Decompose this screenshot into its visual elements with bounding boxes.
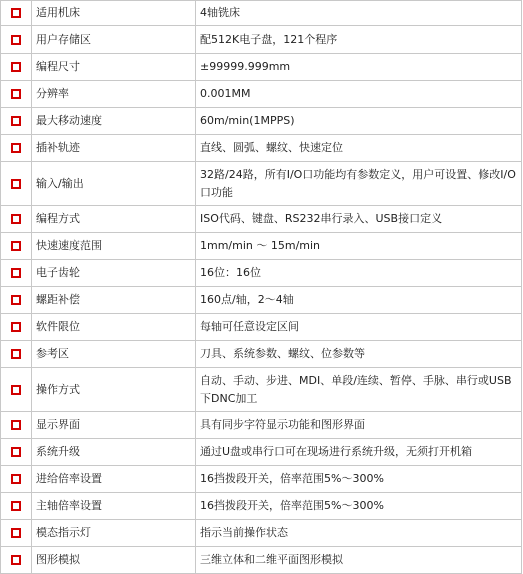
spec-value: 自动、手动、步进、MDI、单段/连续、暂停、手脉、串行或USB下DNC加工 [196,368,522,412]
table-row [1,439,522,466]
spec-label: 操作方式 [32,368,196,412]
bullet-square-icon [11,8,21,18]
spec-value: 32路/24路，所有I/O口功能均有参数定义，用户可设置、修改I/O口功能 [196,162,522,206]
spec-label: 进给倍率设置 [32,466,196,493]
table-row [1,412,522,439]
bullet-square-icon [11,143,21,153]
bullet-square-icon [11,179,21,189]
spec-value: 配512K电子盘，121个程序 [196,26,522,54]
bullet-square-icon [11,420,21,430]
table-row [1,493,522,520]
spec-value: 每轴可任意设定区间 [196,314,522,341]
bullet-square-icon [11,268,21,278]
spec-value: 指示当前操作状态 [196,520,522,547]
bullet-square-icon [11,555,21,565]
spec-value: ISO代码、键盘、RS232串行录入、USB接口定义 [196,206,522,233]
bullet-square-icon [11,241,21,251]
bullet-square-icon [11,474,21,484]
table-row [1,341,522,368]
table-row [1,54,522,81]
bullet-square-icon [11,35,21,45]
table-row [1,108,522,135]
table-row [1,520,522,547]
spec-value: 刀具、系统参数、螺纹、位参数等 [196,341,522,368]
spec-label: 显示界面 [32,412,196,439]
spec-value: 1mm/min ～ 15m/min [196,233,522,260]
bullet-square-icon [11,116,21,126]
spec-value: 三维立体和二维平面图形模拟 [196,547,522,574]
spec-table-body [1,1,522,574]
spec-label: 适用机床 [32,1,196,26]
spec-value: 16位：16位 [196,260,522,287]
table-row [1,260,522,287]
bullet-square-icon [11,322,21,332]
bullet-square-icon [11,349,21,359]
table-row [1,162,522,206]
spec-label: 插补轨迹 [32,135,196,162]
spec-label: 螺距补偿 [32,287,196,314]
spec-label: 图形模拟 [32,547,196,574]
table-row [1,135,522,162]
spec-label: 主轴倍率设置 [32,493,196,520]
bullet-square-icon [11,62,21,72]
table-row [1,287,522,314]
spec-label: 快速速度范围 [32,233,196,260]
spec-value: 160点/轴，2～4轴 [196,287,522,314]
spec-value: 4轴铣床 [196,1,522,26]
bullet-square-icon [11,528,21,538]
table-row [1,206,522,233]
table-row [1,1,522,26]
spec-label: 分辨率 [32,81,196,108]
bullet-square-icon [11,89,21,99]
spec-label: 系统升级 [32,439,196,466]
table-row [1,314,522,341]
spec-value: 具有同步字符显示功能和图形界面 [196,412,522,439]
spec-value: 16挡拨段开关，倍率范围5%～300% [196,493,522,520]
bullet-square-icon [11,295,21,305]
spec-label: 编程方式 [32,206,196,233]
bullet-square-icon [11,214,21,224]
spec-value: 通过U盘或串行口可在现场进行系统升级，无须打开机箱 [196,439,522,466]
spec-label: 最大移动速度 [32,108,196,135]
bullet-square-icon [11,501,21,511]
spec-value: ±99999.999mm [196,54,522,81]
table-row [1,368,522,412]
spec-value: 60m/min(1MPPS) [196,108,522,135]
bullet-square-icon [11,447,21,457]
table-row [1,466,522,493]
spec-label: 输入/输出 [32,162,196,206]
spec-label: 用户存储区 [32,26,196,54]
table-row [1,26,522,54]
spec-label: 电子齿轮 [32,260,196,287]
spec-label: 软件限位 [32,314,196,341]
spec-label: 参考区 [32,341,196,368]
table-row [1,81,522,108]
table-row [1,547,522,574]
spec-label: 模态指示灯 [32,520,196,547]
spec-value: 直线、圆弧、螺纹、快速定位 [196,135,522,162]
spec-value: 16挡拨段开关，倍率范围5%～300% [196,466,522,493]
spec-value: 0.001MM [196,81,522,108]
table-row [1,233,522,260]
spec-label: 编程尺寸 [32,54,196,81]
bullet-square-icon [11,385,21,395]
